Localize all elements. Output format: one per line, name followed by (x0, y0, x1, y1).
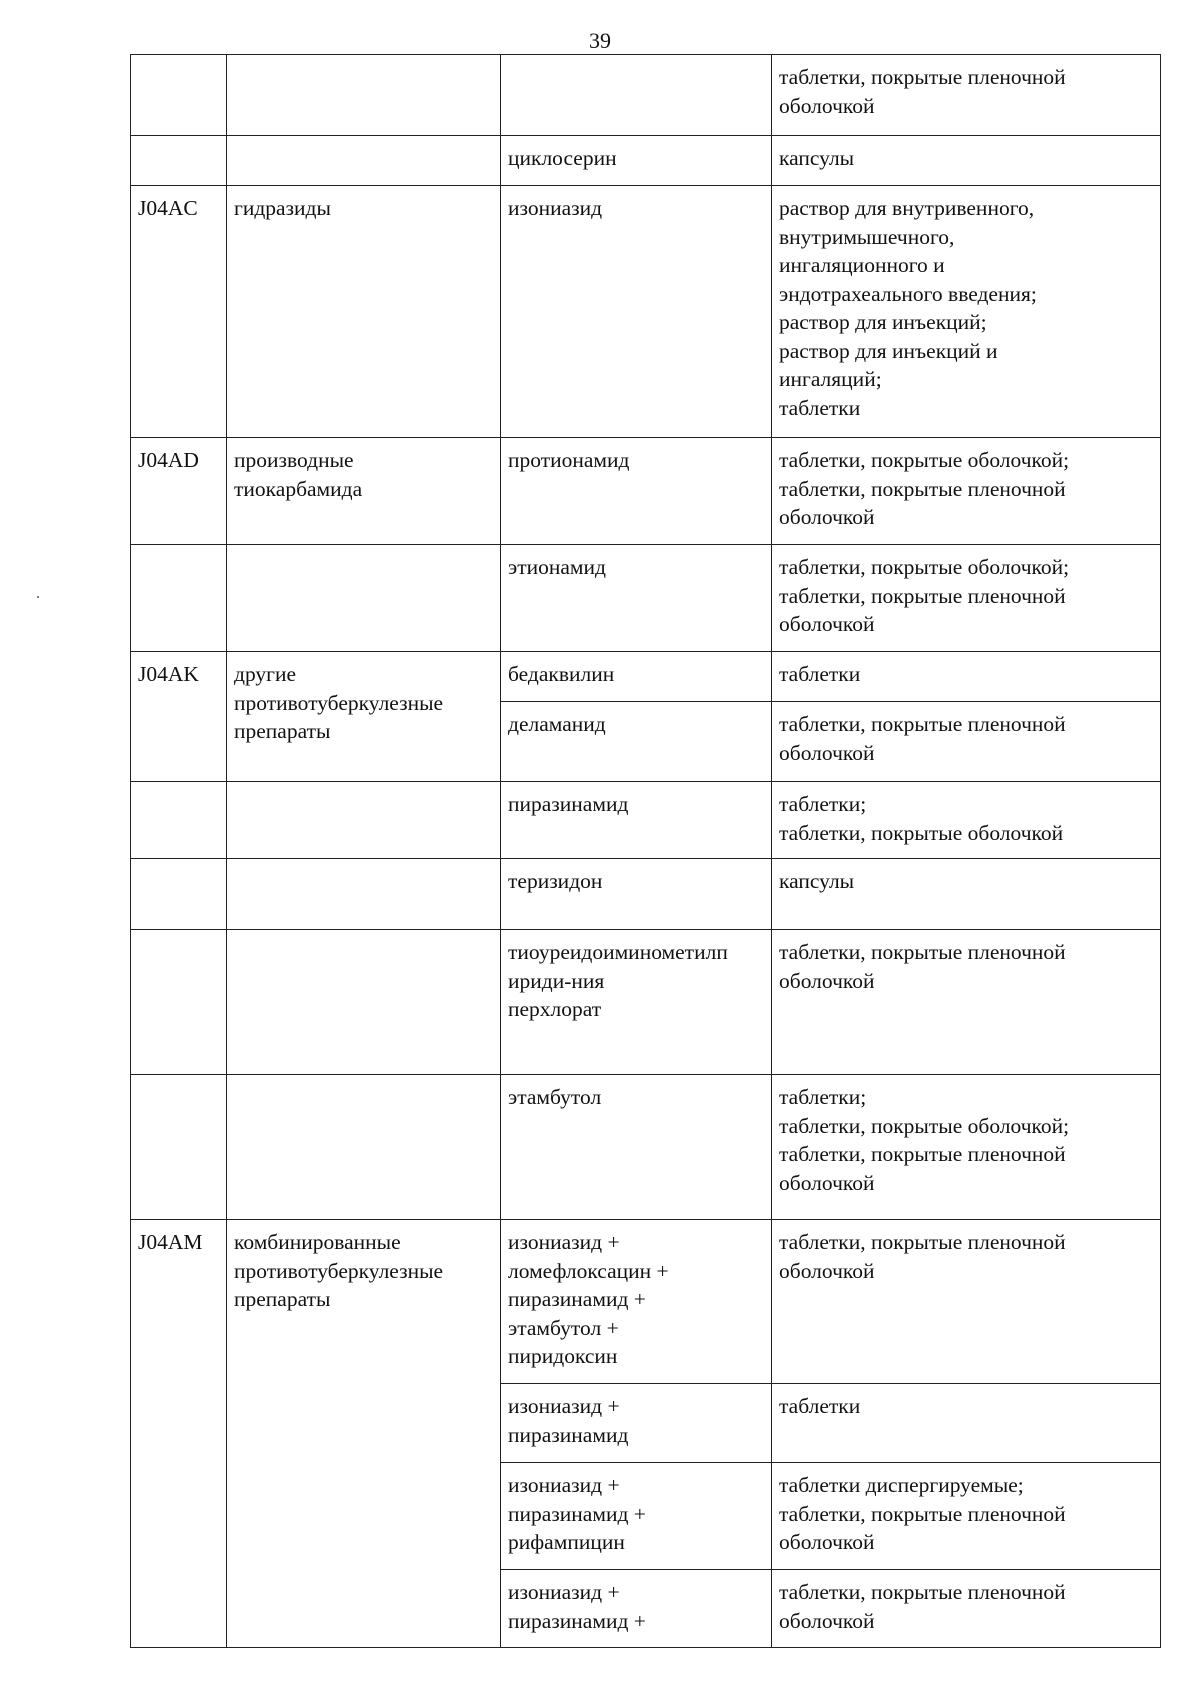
pharmacological-group-cell (227, 136, 501, 186)
drug-name-cell (501, 1220, 772, 1384)
dosage-form-cell (772, 1384, 1161, 1463)
drug-name-cell-line: теризидон (508, 869, 603, 893)
dosage-form-cell (772, 55, 1161, 136)
pharmacological-group-cell (227, 859, 501, 930)
dosage-form-cell-line: таблетки, покрытые пленочной (779, 712, 1066, 736)
dosage-form-cell (772, 545, 1161, 652)
dosage-form-cell (772, 438, 1161, 545)
drug-name-cell (501, 545, 772, 652)
dosage-form-cell-line: таблетки, покрытые пленочной (779, 65, 1066, 89)
pharmacological-group-cell-line: противотуберкулезные (234, 690, 444, 715)
dosage-form-cell (772, 1075, 1161, 1220)
table-row (131, 1075, 1161, 1220)
dosage-form-cell-line: таблетки; (779, 1085, 867, 1109)
drug-name-cell-line: этамбутол + (508, 1315, 619, 1340)
dosage-form-cell-line: оболочкой (779, 1258, 875, 1283)
dosage-form-cell-line: таблетки, покрытые пленочной (779, 583, 1066, 608)
table-row (131, 438, 1161, 545)
atc-code-cell (131, 930, 227, 1075)
dosage-form-cell (772, 859, 1161, 930)
pharmacological-group-cell-line: другие (234, 662, 297, 686)
dosage-form-cell (772, 782, 1161, 859)
pharmacological-group-cell (227, 1075, 501, 1220)
dosage-form-cell-line: раствор для инъекций; (779, 310, 987, 334)
pharmacological-group-cell-line: комбинированные (234, 1230, 401, 1254)
atc-code-cell (131, 545, 227, 652)
drug-name-cell (501, 1570, 772, 1648)
dosage-form-cell-line: ингаляционного и (779, 253, 945, 277)
dosage-form-cell (772, 186, 1161, 438)
pharmacological-group-cell (227, 438, 501, 545)
table-row (131, 136, 1161, 186)
dosage-form-cell-line: оболочкой (779, 1608, 875, 1633)
dosage-form-cell-line: оболочкой (779, 505, 875, 529)
dosage-form-cell-line: таблетки, покрытые пленочной (779, 1580, 1066, 1604)
atc-code-cell: J04AC (131, 186, 227, 438)
atc-code-cell (131, 136, 227, 186)
table-row (131, 930, 1161, 1075)
drug-name-cell (501, 55, 772, 136)
page-number: 39 (589, 28, 611, 53)
table-row (131, 652, 1161, 702)
dosage-form-cell-line: таблетки, покрытые пленочной (779, 1230, 1066, 1254)
dosage-form-cell-line: таблетки, покрытые пленочной (779, 940, 1066, 964)
drug-name-cell-line: изониазид + (508, 1580, 620, 1604)
dosage-form-cell (772, 136, 1161, 186)
drug-name-cell-line: этамбутол (508, 1085, 602, 1109)
drug-table-body (131, 55, 1161, 1648)
dosage-form-cell-line: ингаляций; (779, 367, 882, 391)
dosage-form-cell-line: таблетки, покрытые оболочкой (779, 820, 1064, 845)
drug-name-cell (501, 859, 772, 930)
pharmacological-group-cell (227, 930, 501, 1075)
drug-name-cell-line: циклосерин (508, 146, 617, 170)
dosage-form-cell-line: таблетки, покрытые пленочной (779, 1501, 1066, 1526)
atc-code-cell (131, 1075, 227, 1220)
dosage-form-cell-line: таблетки (779, 662, 861, 686)
drug-name-cell-line: этионамид (508, 555, 606, 579)
dosage-form-cell-line: таблетки диспергируемые; (779, 1473, 1024, 1497)
dosage-form-cell-line: оболочкой (779, 740, 875, 765)
drug-name-cell-line: пиридоксин (508, 1344, 618, 1368)
dosage-form-cell-line: таблетки (779, 1394, 861, 1418)
drug-name-cell (501, 186, 772, 438)
pharmacological-group-cell (227, 782, 501, 859)
drug-name-cell (501, 1463, 772, 1570)
pharmacological-group-cell (227, 545, 501, 652)
dosage-form-cell-line: таблетки, покрытые оболочкой; (779, 555, 1070, 579)
drug-name-cell (501, 782, 772, 859)
drug-name-cell-line: изониазид + (508, 1394, 620, 1418)
drug-name-cell (501, 702, 772, 782)
drug-name-cell-line: тиоуреидоиминометилп (508, 940, 728, 964)
dosage-form-cell-line: капсулы (779, 869, 855, 893)
dosage-form-cell-line: таблетки, покрытые пленочной (779, 476, 1066, 501)
dosage-form-cell-line: таблетки (779, 395, 861, 420)
drug-name-cell-line: изониазид + (508, 1473, 620, 1497)
drug-name-cell (501, 652, 772, 702)
table-row (131, 186, 1161, 438)
atc-code-cell: J04AM (131, 1220, 227, 1648)
drug-name-cell-line: деламанид (508, 712, 606, 736)
drug-name-cell-line: ломефлоксацин + (508, 1258, 669, 1283)
pharmacological-group-cell-line: противотуберкулезные (234, 1258, 444, 1283)
dosage-form-cell-line: таблетки, покрытые пленочной (779, 1142, 1066, 1166)
dosage-form-cell-line: внутримышечного, (779, 224, 955, 249)
dosage-form-cell (772, 1463, 1161, 1570)
dosage-form-cell-line: таблетки, покрытые оболочкой; (779, 1113, 1070, 1138)
drug-table (130, 54, 1161, 1648)
drug-name-cell (501, 438, 772, 545)
table-row (131, 782, 1161, 859)
dosage-form-cell-line: оболочкой (779, 93, 875, 118)
atc-code-cell: J04AK (131, 652, 227, 782)
atc-code-cell: J04AD (131, 438, 227, 545)
drug-name-cell (501, 1075, 772, 1220)
pharmacological-group-cell (227, 652, 501, 782)
pharmacological-group-cell-line: препараты (234, 719, 331, 743)
pharmacological-group-cell-line: гидразиды (234, 196, 331, 220)
drug-name-cell-line: ириди-ния (508, 968, 605, 993)
drug-name-cell-line: протионамид (508, 448, 630, 472)
dosage-form-cell-line: оболочкой (779, 612, 875, 636)
pharmacological-group-cell (227, 1220, 501, 1648)
dosage-form-cell (772, 930, 1161, 1075)
drug-name-cell-line: изониазид + (508, 1230, 620, 1254)
dosage-form-cell (772, 1570, 1161, 1648)
dosage-form-cell-line: оболочкой (779, 1530, 875, 1554)
pharmacological-group-cell-line: препараты (234, 1287, 331, 1311)
dosage-form-cell (772, 702, 1161, 782)
drug-name-cell (501, 1384, 772, 1463)
dosage-form-cell (772, 1220, 1161, 1384)
dosage-form-cell-line: капсулы (779, 146, 855, 170)
table-row (131, 55, 1161, 136)
dosage-form-cell-line: раствор для инъекций и (779, 338, 998, 363)
dosage-form-cell-line: оболочкой (779, 968, 875, 993)
drug-name-cell-line: пиразинамид (508, 792, 629, 816)
pharmacological-group-cell (227, 55, 501, 136)
dosage-form-cell-line: раствор для внутривенного, (779, 196, 1035, 220)
table-row (131, 1220, 1161, 1384)
dosage-form-cell-line: оболочкой (779, 1170, 875, 1195)
pharmacological-group-cell (227, 186, 501, 438)
table-row (131, 545, 1161, 652)
table-row (131, 859, 1161, 930)
drug-name-cell-line: перхлорат (508, 997, 602, 1021)
pharmacological-group-cell-line: тиокарбамида (234, 476, 363, 501)
pharmacological-group-cell-line: производные (234, 448, 354, 472)
scan-speck (37, 596, 39, 598)
atc-code-cell (131, 782, 227, 859)
atc-code-cell (131, 55, 227, 136)
drug-name-cell (501, 136, 772, 186)
dosage-form-cell-line: эндотрахеального введения; (779, 281, 1037, 306)
drug-name-cell-line: рифампицин (508, 1530, 625, 1554)
drug-name-cell-line: бедаквилин (508, 662, 615, 686)
drug-name-cell (501, 930, 772, 1075)
drug-name-cell-line: пиразинамид + (508, 1501, 646, 1526)
atc-code-cell (131, 859, 227, 930)
dosage-form-cell-line: таблетки; (779, 792, 867, 816)
dosage-form-cell-line: таблетки, покрытые оболочкой; (779, 448, 1070, 472)
drug-name-cell-line: пиразинамид (508, 1422, 629, 1447)
drug-name-cell-line: изониазид (508, 196, 603, 220)
drug-name-cell-line: пиразинамид + (508, 1287, 646, 1311)
dosage-form-cell (772, 652, 1161, 702)
drug-name-cell-line: пиразинамид + (508, 1608, 646, 1633)
